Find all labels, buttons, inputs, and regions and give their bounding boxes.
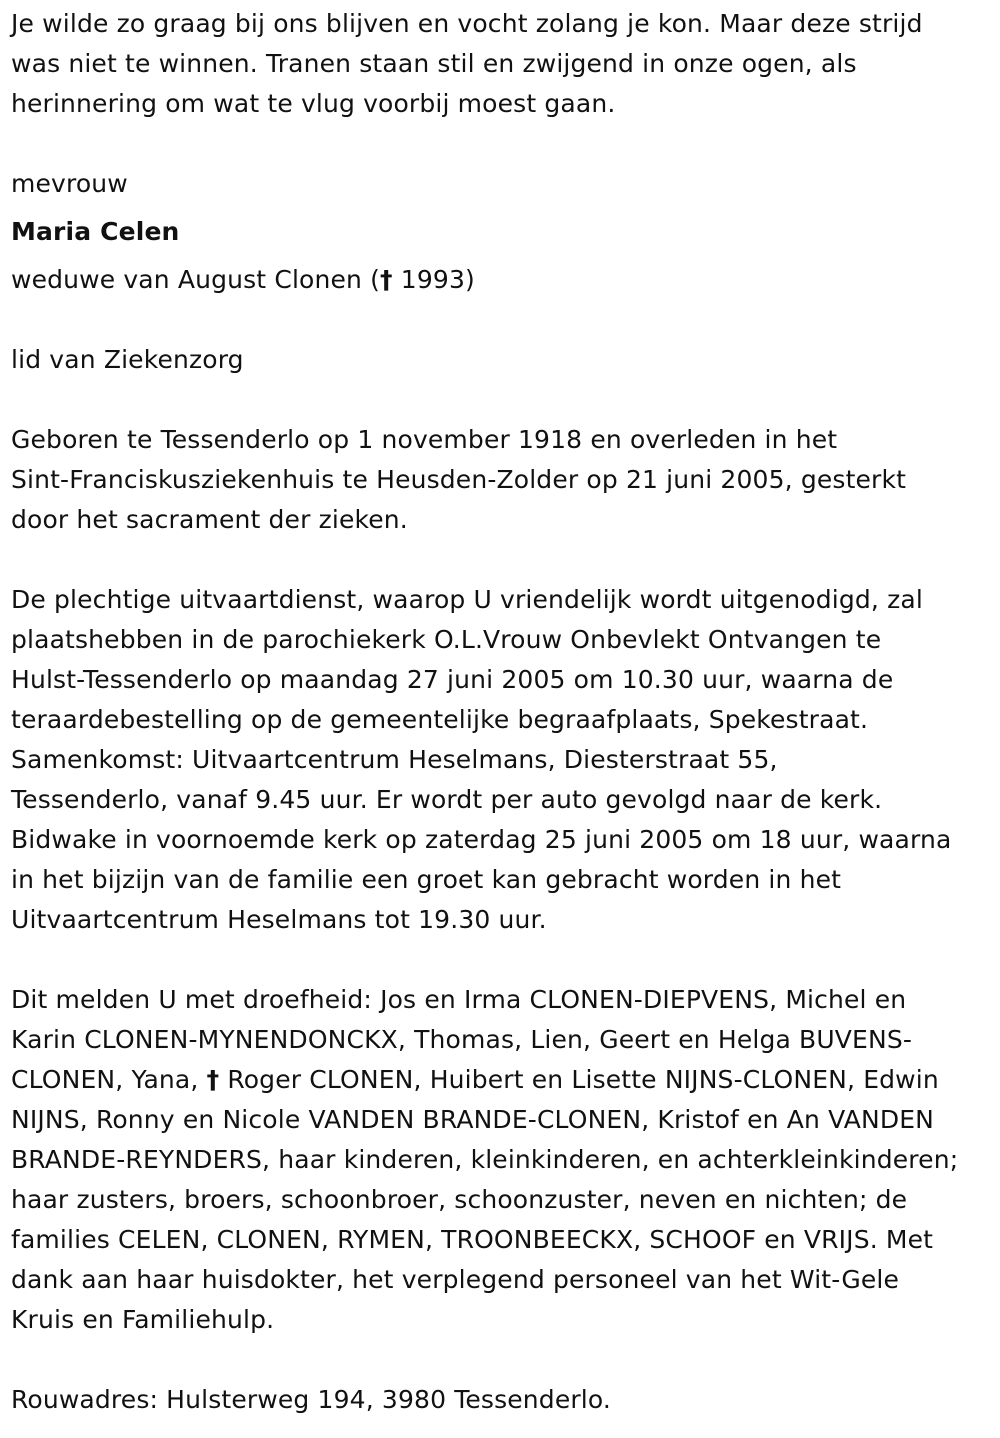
- family-line: NIJNS, Ronny en Nicole VANDEN BRANDE-CLONEN, Kristof en An VANDEN: [11, 1105, 935, 1134]
- family-line: families CELEN, CLONEN, RYMEN, TROONBEECKX, SCHOOF en VRIJS. Met: [11, 1225, 934, 1254]
- funeral-line: teraardebestelling op de gemeentelijke begraafplaats, Spekestraat.: [11, 705, 869, 734]
- cross-icon: †: [206, 1065, 220, 1094]
- spacer: [11, 1340, 993, 1380]
- membership: lid van Ziekenzorg: [11, 345, 244, 374]
- deceased-title: mevrouw: [11, 169, 128, 198]
- spacer: [11, 540, 993, 580]
- widow-text: weduwe van August Clonen (: [11, 265, 381, 294]
- family-line: haar zusters, broers, schoonbroer, schoonzuster, neven en nichten; de: [11, 1185, 908, 1214]
- intro-line: Je wilde zo graag bij ons blijven en vocht zolang je kon. Maar deze strijd: [11, 9, 923, 38]
- funeral-line: De plechtige uitvaartdienst, waarop U vriendelijk wordt uitgenodigd, zal: [11, 585, 923, 614]
- birth-death-line: Sint-Franciskusziekenhuis te Heusden-Zolder op 21 juni 2005, gesterkt: [11, 465, 907, 494]
- spacer: [11, 380, 993, 420]
- intro-line: was niet te winnen. Tranen staan stil en zwijgend in onze ogen, als: [11, 49, 857, 78]
- funeral-line: Tessenderlo, vanaf 9.45 uur. Er wordt per auto gevolgd naar de kerk.: [11, 785, 883, 814]
- family-line: Kruis en Familiehulp.: [11, 1305, 275, 1334]
- family-text: CLONEN, Yana,: [11, 1065, 207, 1094]
- spacer: [11, 124, 993, 164]
- family-line: dank aan haar huisdokter, het verplegend personeel van het Wit-Gele: [11, 1265, 900, 1294]
- funeral-line: Samenkomst: Uitvaartcentrum Heselmans, Diesterstraat 55,: [11, 745, 778, 774]
- widow-year: 1993): [392, 265, 475, 294]
- obituary-text: [11, 4, 993, 1420]
- widow-line: [11, 260, 993, 300]
- mourning-address: Rouwadres: Hulsterweg 194, 3980 Tessenderlo.: [11, 1385, 611, 1414]
- cross-icon: †: [380, 265, 393, 294]
- spacer: [11, 300, 993, 340]
- family-line: [11, 1060, 993, 1100]
- intro-line: herinnering om wat te vlug voorbij moest gaan.: [11, 89, 616, 118]
- birth-death-line: door het sacrament der zieken.: [11, 505, 408, 534]
- deceased-name: Maria Celen: [11, 217, 180, 246]
- family-line: Karin CLONEN-MYNENDONCKX, Thomas, Lien, Geert en Helga BUVENS-: [11, 1025, 913, 1054]
- family-line: BRANDE-REYNDERS, haar kinderen, kleinkinderen, en achterkleinkinderen;: [11, 1145, 959, 1174]
- family-line: Dit melden U met droefheid: Jos en Irma CLONEN-DIEPVENS, Michel en: [11, 985, 907, 1014]
- funeral-line: in het bijzijn van de familie een groet kan gebracht worden in het: [11, 865, 842, 894]
- family-text: Roger CLONEN, Huibert en Lisette NIJNS-CLONEN, Edwin: [219, 1065, 939, 1094]
- funeral-line: Uitvaartcentrum Heselmans tot 19.30 uur.: [11, 905, 547, 934]
- birth-death-line: Geboren te Tessenderlo op 1 november 1918 en overleden in het: [11, 425, 838, 454]
- funeral-line: Hulst-Tessenderlo op maandag 27 juni 2005 om 10.30 uur, waarna de: [11, 665, 894, 694]
- funeral-line: plaatshebben in de parochiekerk O.L.Vrouw Onbevlekt Ontvangen te: [11, 625, 882, 654]
- funeral-line: Bidwake in voornoemde kerk op zaterdag 25 juni 2005 om 18 uur, waarna: [11, 825, 952, 854]
- spacer: [11, 940, 993, 980]
